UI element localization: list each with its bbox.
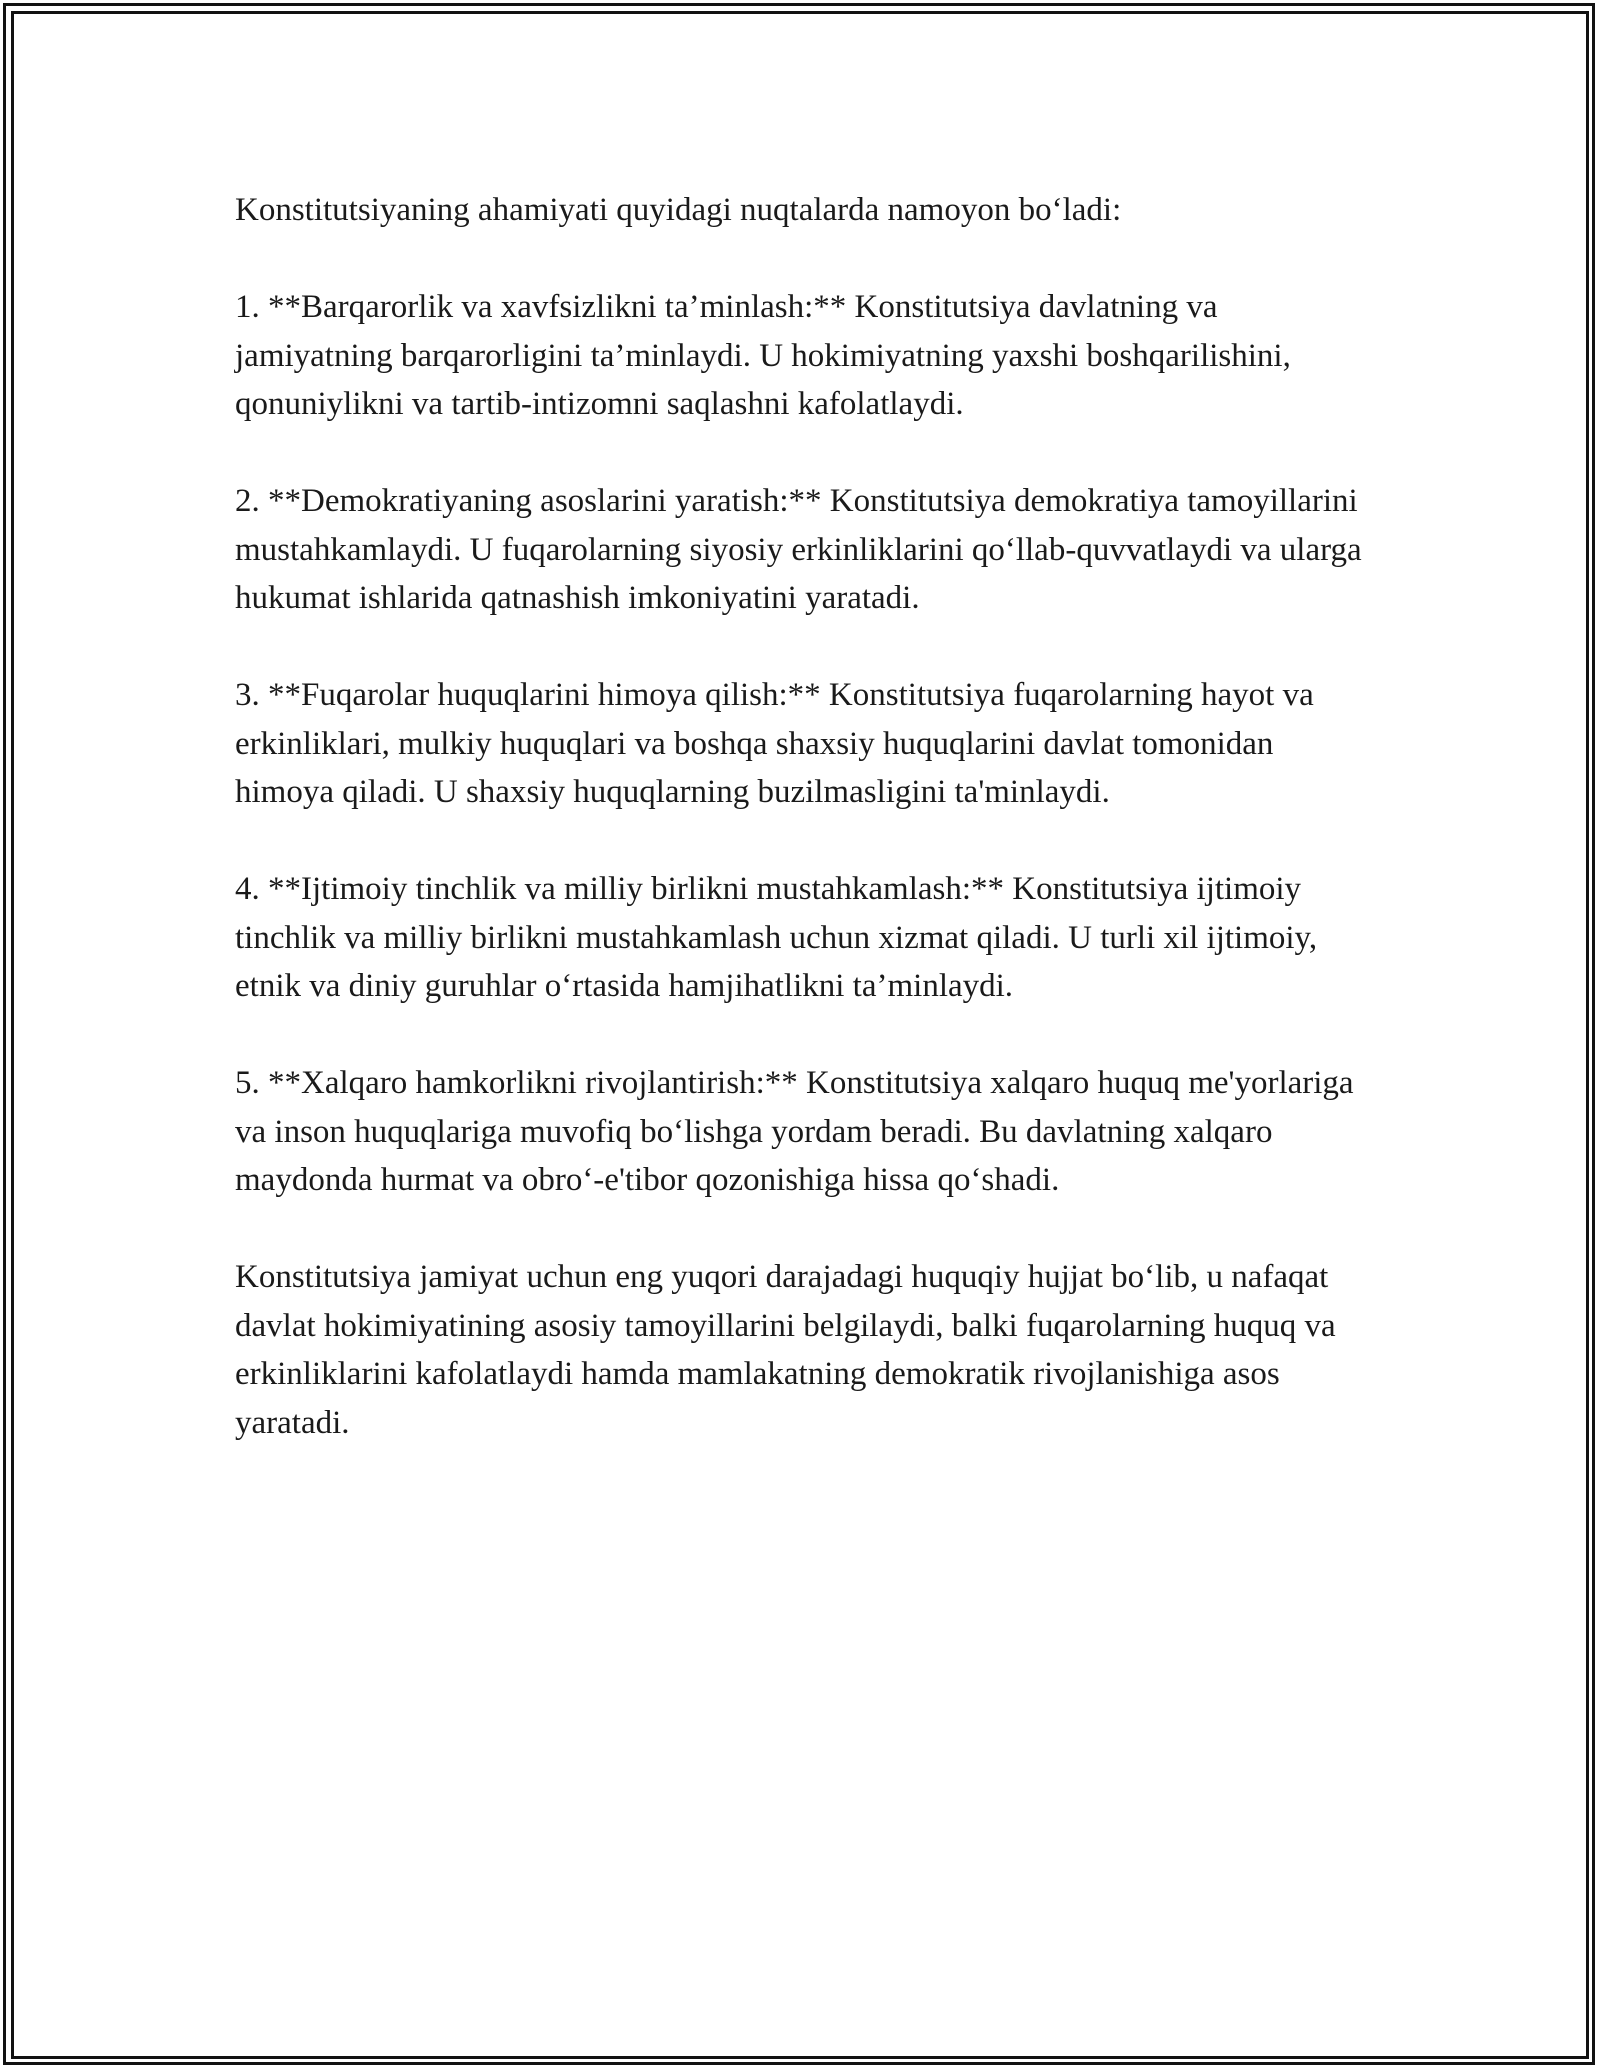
conclusion-paragraph: Konstitutsiya jamiyat uchun eng yuqori darajadagi huquqiy hujjat bo‘lib, u nafaqat davlat hokimiyatining asosiy tamoyillarini belgilaydi, balki fuqarolarning huquq va erkinliklarini kafolatlaydi hamda mamlakatning demokratik rivojlanishiga asos yaratadi. xyxy=(235,1259,1336,1441)
point-3-paragraph: 3. **Fuqarolar huquqlarini himoya qilish:** Konstitutsiya fuqarolarning hayot va erkinliklari, mulkiy huquqlari va boshqa shaxsiy huquqlarini davlat tomonidan himoya qiladi. U shaxsiy huquqlarning buzilmasligini ta'minlaydi. xyxy=(235,677,1314,810)
point-1-paragraph: 1. **Barqarorlik va xavfsizlikni ta’minlash:** Konstitutsiya davlatning va jamiyatning barqarorligini ta’minlaydi. U hokimiyatning yaxshi boshqarilishini, qonuniylikni va tartib-intizomni saqlashni kafolatlaydi. xyxy=(235,289,1291,422)
intro-paragraph: Konstitutsiyaning ahamiyati quyidagi nuqtalarda namoyon bo‘ladi: xyxy=(235,192,1122,228)
point-5-paragraph: 5. **Xalqaro hamkorlikni rivojlantirish:** Konstitutsiya xalqaro huquq me'yorlariga va inson huquqlariga muvofiq bo‘lishga yordam beradi. Bu davlatning xalqaro maydonda hurmat va obro‘-e'tibor qozonishiga hissa qo‘shadi. xyxy=(235,1065,1354,1198)
point-4-paragraph: 4. **Ijtimoiy tinchlik va milliy birlikni mustahkamlash:** Konstitutsiya ijtimoiy tinchlik va milliy birlikni mustahkamlash uchun xizmat qiladi. U turli xil ijtimoiy, etnik va diniy guruhlar o‘rtasida hamjihatlikni ta’minlaydi. xyxy=(235,871,1318,1004)
document-body xyxy=(235,186,1375,1496)
point-2-paragraph: 2. **Demokratiyaning asoslarini yaratish:** Konstitutsiya demokratiya tamoyillarini mustahkamlaydi. U fuqarolarning siyosiy erkinliklarini qo‘llab-quvvatlaydi va ularga hukumat ishlarida qatnashish imkoniyatini yaratadi. xyxy=(235,483,1362,616)
